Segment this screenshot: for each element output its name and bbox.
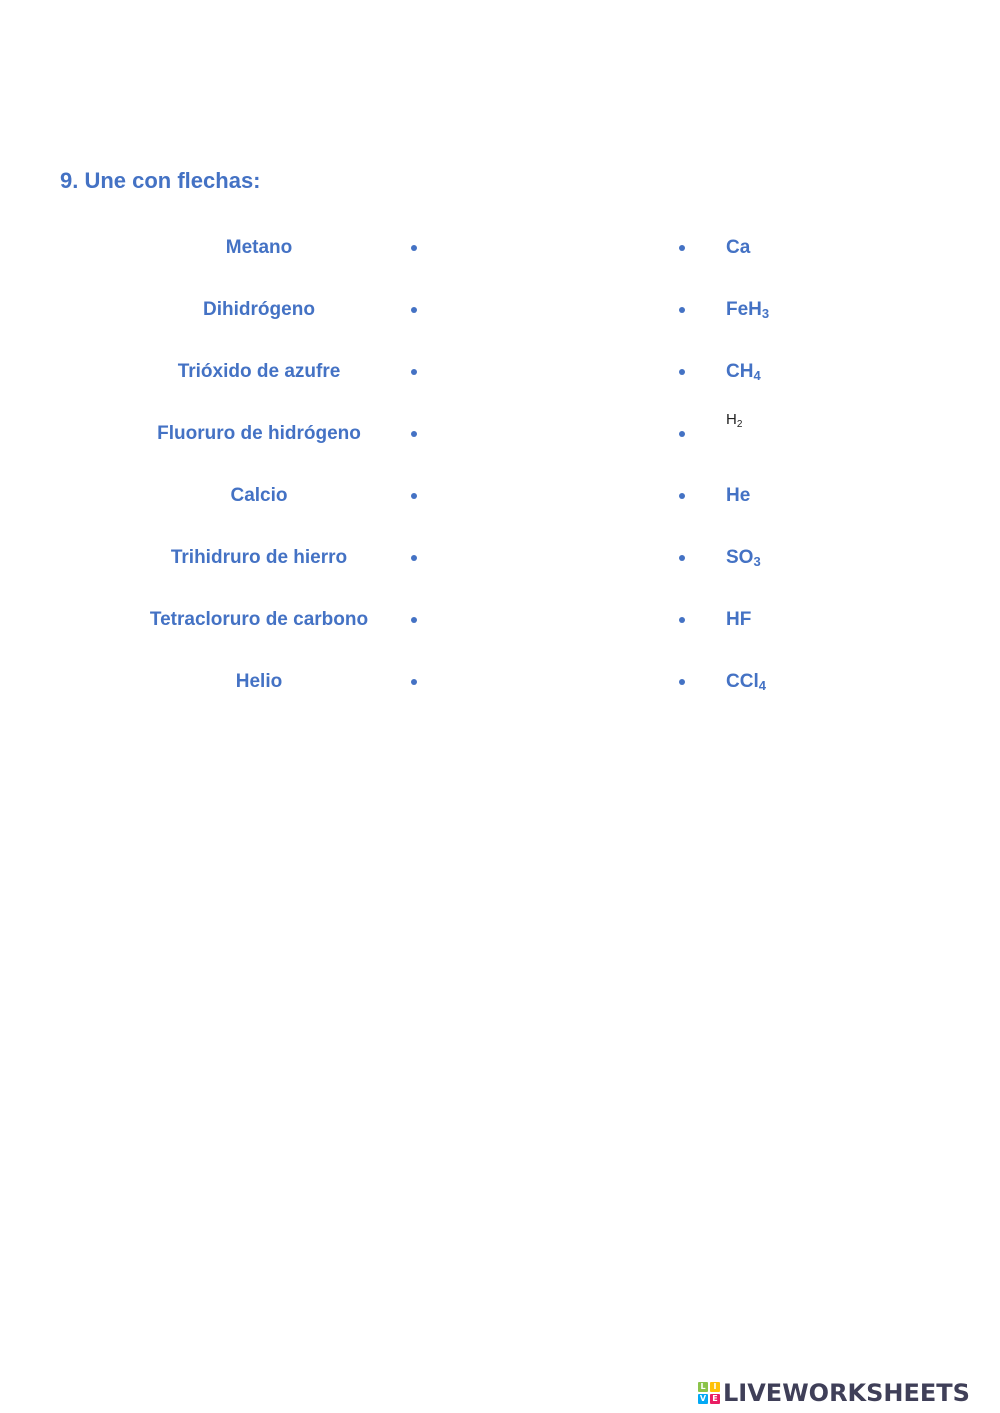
match-row [0, 543, 1000, 573]
formula-base: FeH [726, 299, 762, 320]
exercise-title: 9. Une con flechas: [60, 168, 261, 193]
right-item-formula [726, 667, 766, 697]
right-item-formula [726, 605, 751, 635]
right-connector-dot[interactable] [679, 555, 685, 561]
match-row [0, 481, 1000, 511]
right-connector-dot[interactable] [679, 617, 685, 623]
left-connector-dot[interactable] [411, 493, 417, 499]
formula-subscript: 3 [761, 306, 770, 321]
formula-subscript: 3 [753, 554, 761, 569]
left-connector-dot[interactable] [411, 245, 417, 251]
right-item-formula [726, 233, 750, 263]
right-connector-dot[interactable] [679, 431, 685, 437]
formula-subscript: 4 [753, 368, 761, 383]
match-row [0, 667, 1000, 697]
right-connector-dot[interactable] [679, 679, 685, 685]
right-connector-dot[interactable] [679, 369, 685, 375]
formula-base: He [726, 485, 751, 506]
formula-base: CCl [726, 671, 759, 692]
left-connector-dot[interactable] [411, 617, 417, 623]
formula-base: HF [726, 609, 752, 630]
left-connector-dot[interactable] [411, 369, 417, 375]
match-row [0, 295, 1000, 325]
left-item-label: Tetracloruro de carbono [149, 609, 369, 630]
logo-mark-letter: L [698, 1382, 708, 1392]
left-item-label: Trióxido de azufre [177, 361, 341, 382]
logo-mark-letter: V [699, 1394, 707, 1403]
right-connector-dot[interactable] [679, 245, 685, 251]
right-connector-dot[interactable] [679, 493, 685, 499]
formula-base: SO [726, 547, 754, 568]
formula-subscript: 2 [736, 419, 743, 430]
left-connector-dot[interactable] [411, 431, 417, 437]
left-item-label: Fluoruro de hidrógeno [157, 423, 361, 444]
logo-mark-letter: E [710, 1394, 720, 1404]
right-item-formula [726, 481, 750, 511]
logo-text: LIVEWORKSHEETS [723, 1379, 970, 1407]
left-item-label: Metano [225, 237, 293, 258]
formula-base: H [726, 411, 737, 428]
formula-base: Ca [726, 237, 751, 258]
formula-base: CH [726, 361, 754, 382]
right-item-formula [726, 357, 761, 387]
right-item-formula [726, 543, 761, 573]
match-row [0, 357, 1000, 387]
right-item-formula [726, 295, 769, 325]
left-item-label: Dihidrógeno [203, 299, 315, 320]
formula-subscript: 4 [758, 678, 766, 693]
logo-mark-letter: I [710, 1382, 720, 1392]
logo-mark-icon [698, 1382, 720, 1404]
match-row [0, 411, 1000, 449]
left-item-label: Helio [235, 671, 283, 692]
match-row [0, 605, 1000, 635]
left-item-label: Trihidruro de hierro [170, 547, 348, 568]
right-item-formula [726, 405, 742, 435]
left-item-label: Calcio [230, 485, 288, 506]
match-row [0, 233, 1000, 263]
liveworksheets-logo [698, 1378, 970, 1408]
right-connector-dot[interactable] [679, 307, 685, 313]
left-connector-dot[interactable] [411, 307, 417, 313]
left-connector-dot[interactable] [411, 555, 417, 561]
left-connector-dot[interactable] [411, 679, 417, 685]
